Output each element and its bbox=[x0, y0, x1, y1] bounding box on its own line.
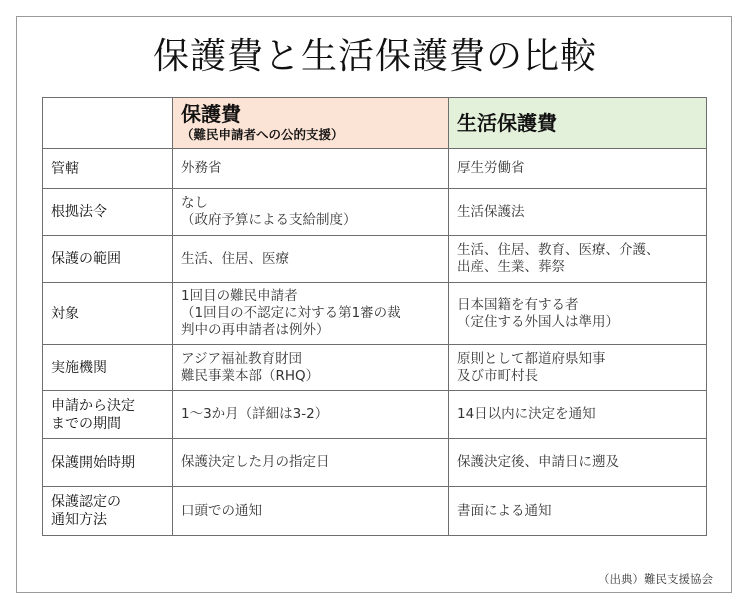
cell-line: 書面による通知 bbox=[457, 502, 552, 519]
welfare-fee-cell bbox=[449, 487, 707, 536]
comparison-table bbox=[42, 97, 707, 536]
cell-line: 保護決定後、申請日に遡及 bbox=[457, 454, 619, 470]
protection-fee-cell bbox=[173, 283, 449, 345]
cell-line: 及び市町村長 bbox=[457, 367, 538, 384]
welfare-fee-cell bbox=[449, 149, 707, 189]
row-label-line: 保護認定の bbox=[51, 494, 121, 510]
welfare-fee-cell bbox=[449, 391, 707, 439]
cell-line: 出産、生業、葬祭 bbox=[457, 259, 565, 275]
row-label bbox=[43, 149, 173, 189]
row-label-line: までの期間 bbox=[51, 415, 121, 432]
protection-fee-cell bbox=[173, 189, 449, 236]
cell-line: （政府予算による支給制度） bbox=[181, 212, 357, 228]
row-label-line: 管轄 bbox=[51, 160, 79, 177]
row-label bbox=[43, 283, 173, 345]
column-header-protection-fee-title: 保護費 bbox=[181, 102, 241, 126]
cell-line: （定住する外国人は準用） bbox=[457, 313, 619, 330]
row-label bbox=[43, 487, 173, 536]
protection-fee-cell bbox=[173, 439, 449, 487]
table-row bbox=[43, 189, 707, 236]
cell-line: 14日以内に決定を通知 bbox=[457, 406, 596, 422]
protection-fee-cell bbox=[173, 391, 449, 439]
protection-fee-cell bbox=[173, 149, 449, 189]
cell-line: 原則として都道府県知事 bbox=[457, 350, 606, 367]
welfare-fee-cell bbox=[449, 439, 707, 487]
cell-line: 難民事業本部（RHQ） bbox=[181, 367, 320, 384]
row-label-line: 保護の範囲 bbox=[51, 251, 121, 267]
row-label bbox=[43, 345, 173, 391]
cell-line: 1〜3か月（詳細は3-2） bbox=[181, 406, 329, 422]
cell-line: 1回目の難民申請者 bbox=[181, 288, 298, 304]
table-row bbox=[43, 236, 707, 283]
source-note: （出典）難民支援協会 bbox=[598, 572, 713, 586]
column-header-welfare-fee bbox=[449, 98, 707, 149]
protection-fee-cell bbox=[173, 487, 449, 536]
row-label-line: 実施機関 bbox=[51, 359, 107, 376]
row-label bbox=[43, 236, 173, 283]
cell-line: 生活保護法 bbox=[457, 203, 525, 220]
protection-fee-cell bbox=[173, 236, 449, 283]
row-label-line: 対象 bbox=[51, 305, 79, 322]
column-header-protection-fee-subtitle: （難民申請者への公的支援） bbox=[181, 127, 344, 142]
cell-line: 判中の再申請者は例外） bbox=[181, 322, 330, 338]
row-label-line: 申請から決定 bbox=[51, 397, 135, 414]
row-label-line: 通知方法 bbox=[51, 512, 107, 528]
row-label-line: 根拠法令 bbox=[51, 204, 107, 220]
welfare-fee-cell bbox=[449, 189, 707, 236]
cell-line: 外務省 bbox=[181, 160, 222, 176]
cell-line: 保護決定した月の指定日 bbox=[181, 454, 330, 470]
table-row bbox=[43, 439, 707, 487]
cell-line: 日本国籍を有する者 bbox=[457, 296, 579, 313]
protection-fee-cell bbox=[173, 345, 449, 391]
comparison-figure bbox=[16, 16, 732, 593]
cell-line: なし bbox=[181, 195, 208, 211]
table-header-row bbox=[43, 98, 707, 149]
cell-line: 厚生労働省 bbox=[457, 160, 525, 176]
welfare-fee-cell bbox=[449, 236, 707, 283]
column-header-welfare-fee-title: 生活保護費 bbox=[457, 111, 557, 135]
row-label bbox=[43, 189, 173, 236]
row-label bbox=[43, 439, 173, 487]
cell-line: アジア福祉教育財団 bbox=[181, 350, 302, 367]
row-label-line: 保護開始時期 bbox=[51, 454, 135, 471]
welfare-fee-cell bbox=[449, 345, 707, 391]
table-row bbox=[43, 487, 707, 536]
cell-line: 生活、住居、教育、医療、介護、 bbox=[457, 242, 660, 258]
welfare-fee-cell bbox=[449, 283, 707, 345]
table-row bbox=[43, 391, 707, 439]
corner-cell bbox=[43, 98, 173, 149]
table-row bbox=[43, 149, 707, 189]
cell-line: （1回目の不認定に対する第1審の裁 bbox=[181, 305, 401, 321]
cell-line: 生活、住居、医療 bbox=[181, 250, 289, 267]
column-header-protection-fee bbox=[173, 98, 449, 149]
table-row bbox=[43, 283, 707, 345]
cell-line: 口頭での通知 bbox=[181, 502, 262, 519]
table-row bbox=[43, 345, 707, 391]
figure-title: 保護費と生活保護費の比較 bbox=[152, 36, 597, 77]
row-label bbox=[43, 391, 173, 439]
